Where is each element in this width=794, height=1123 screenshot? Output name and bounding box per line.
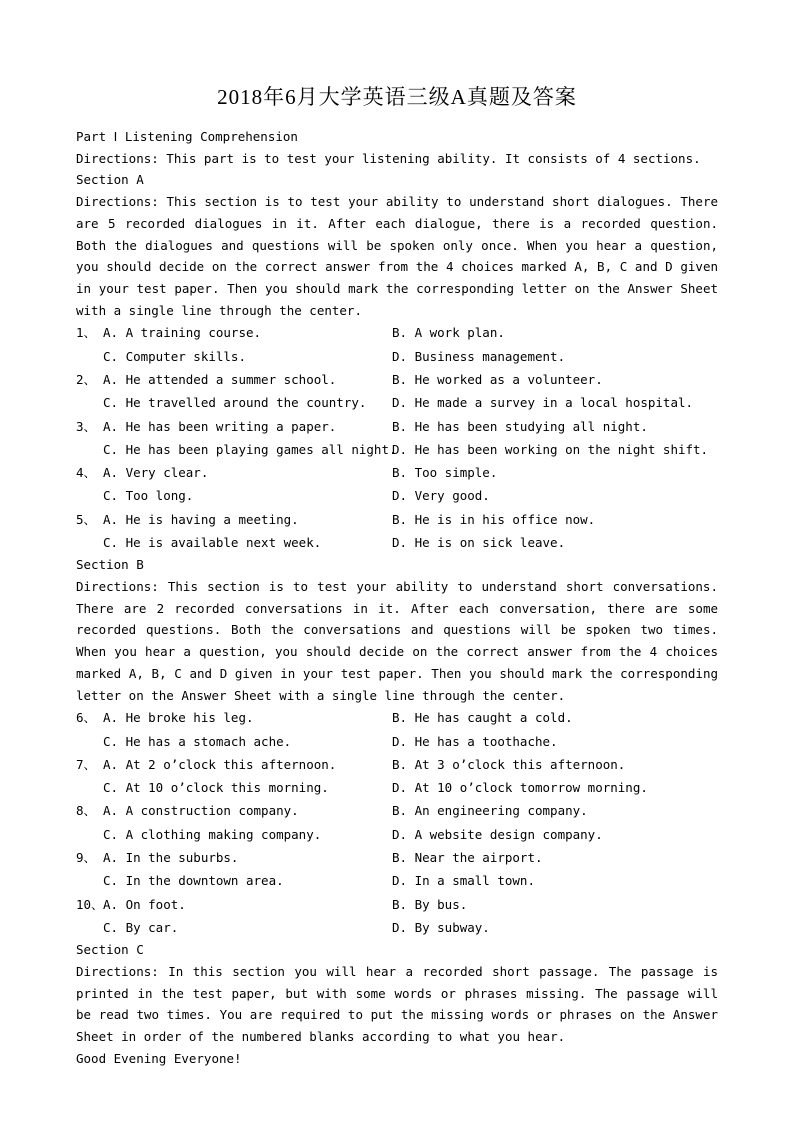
option-d: D. He has a toothache. xyxy=(392,733,558,749)
question-row xyxy=(76,415,718,438)
part-heading: Part Ⅰ Listening Comprehension xyxy=(76,129,298,144)
section-directions: Directions: This section is to test your ability to understand short dialogues. There are 5 recorded dialogues in it. After each dialogue, there is a recorded question. Both the dialogues and questions will be spoken only once. When you hear a question, you should decide on the correct answer from the 4 choices marked A, B, C and D given in your test paper. Then you should mark the corresponding letter on the Answer Sheet with a single line through the center. xyxy=(76,194,718,318)
option-a: A. He is having a meeting. xyxy=(103,511,299,527)
option-c: C. In the downtown area. xyxy=(103,873,284,889)
option-a: A. On foot. xyxy=(103,896,186,912)
option-b: B. Near the airport. xyxy=(392,850,543,865)
question-number: 5、 xyxy=(76,511,97,527)
question-number: 4、 xyxy=(76,465,97,481)
option-a: A. He has been writing a paper. xyxy=(103,418,337,434)
question-row xyxy=(76,706,718,729)
question-row xyxy=(76,916,718,939)
closing-line: Good Evening Everyone! xyxy=(76,1050,242,1066)
sections-container xyxy=(76,169,718,1069)
option-b: B. By bus. xyxy=(392,896,468,912)
question-row xyxy=(76,869,718,892)
option-c: C. At 10 o’clock this morning. xyxy=(103,780,329,796)
option-d: D. In a small town. xyxy=(392,873,535,889)
question-number: 3、 xyxy=(76,418,97,434)
question-row xyxy=(76,823,718,846)
section-heading: Section A xyxy=(76,172,144,188)
option-d: D. Very good. xyxy=(392,488,490,504)
question-row xyxy=(76,368,718,391)
question-number: 7、 xyxy=(76,756,97,772)
question-row xyxy=(76,461,718,484)
option-c: C. He is available next week. xyxy=(103,535,322,550)
question-row xyxy=(76,531,718,554)
option-b: B. He has caught a cold. xyxy=(392,710,573,726)
question-row xyxy=(76,484,718,507)
option-b: B. He has been studying all night. xyxy=(392,418,648,434)
option-d: D. He has been working on the night shift. xyxy=(392,441,709,457)
question-number: 10、 xyxy=(76,896,104,912)
question-number: 1、 xyxy=(76,325,97,341)
option-d: D. He made a survey in a local hospital. xyxy=(392,395,694,411)
question-number: 6、 xyxy=(76,710,97,726)
question-row xyxy=(76,776,718,799)
option-c: C. He has been playing games all night. xyxy=(103,441,397,457)
option-b: B. He is in his office now. xyxy=(392,511,596,527)
option-b: B. At 3 o’clock this afternoon. xyxy=(392,756,626,772)
question-row xyxy=(76,391,718,414)
question-row xyxy=(76,799,718,822)
question-row xyxy=(76,846,718,869)
option-c: C. By car. xyxy=(103,919,179,935)
option-c: C. A clothing making company. xyxy=(103,826,322,842)
section-heading: Section B xyxy=(76,557,144,573)
section-directions: Directions: In this section you will hear a recorded short passage. The passage is printed in the test paper, but with some words or phrases missing. The passage will be read two times. You are required to put the missing words or phrases on the Answer Sheet in order of the numbered blanks according to what you hear. xyxy=(76,963,718,1044)
option-a: A. He attended a summer school. xyxy=(103,371,337,387)
option-c: C. He has a stomach ache. xyxy=(103,733,292,749)
section-directions: Directions: This section is to test your ability to understand short conversations. There are 2 recorded conversations in it. After each conversation, there are some recorded questions. Both the conversations and questions will be spoken two times. When you hear a question, you should decide on the correct answer from the 4 choices marked A, B, C and D given in your test paper. Then you should mark the corresponding letter on the Answer Sheet with a single line through the center. xyxy=(76,579,718,703)
option-d: D. Business management. xyxy=(392,348,566,364)
option-a: A. A construction company. xyxy=(103,803,299,819)
option-a: A. Very clear. xyxy=(103,465,209,481)
question-row xyxy=(76,438,718,461)
page-title: 2018年6月大学英语三级A真题及答案 xyxy=(217,85,577,109)
question-row xyxy=(76,730,718,753)
option-d: D. A website design company. xyxy=(392,826,603,842)
question-row xyxy=(76,321,718,344)
option-b: B. Too simple. xyxy=(392,465,498,481)
option-c: C. Computer skills. xyxy=(103,348,246,364)
option-a: A. In the suburbs. xyxy=(103,850,239,865)
option-d: D. He is on sick leave. xyxy=(392,535,566,550)
question-number: 2、 xyxy=(76,371,97,387)
section-heading: Section C xyxy=(76,942,144,958)
option-a: A. At 2 o’clock this afternoon. xyxy=(103,756,337,772)
question-row xyxy=(76,508,718,531)
option-a: A. A training course. xyxy=(103,325,262,341)
option-b: B. An engineering company. xyxy=(392,803,588,819)
question-number: 8、 xyxy=(76,803,97,819)
question-number: 9、 xyxy=(76,850,97,865)
option-d: D. At 10 o’clock tomorrow morning. xyxy=(392,780,648,796)
option-c: C. Too long. xyxy=(103,488,194,504)
option-a: A. He broke his leg. xyxy=(103,710,254,726)
option-d: D. By subway. xyxy=(392,919,490,935)
option-b: B. He worked as a volunteer. xyxy=(392,371,603,387)
option-b: B. A work plan. xyxy=(392,325,505,341)
question-row xyxy=(76,345,718,368)
question-row xyxy=(76,893,718,916)
option-c: C. He travelled around the country. xyxy=(103,395,367,411)
part-directions: Directions: This part is to test your listening ability. It consists of 4 sections. xyxy=(76,150,701,166)
question-row xyxy=(76,753,718,776)
